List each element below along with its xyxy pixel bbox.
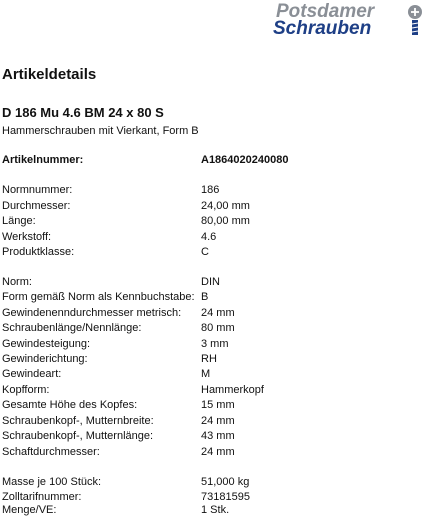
spec-row [2, 198, 432, 214]
spec-value: 3 mm [201, 338, 229, 350]
spec-value: 186 [201, 184, 220, 196]
spec-value: 73181595 [201, 491, 250, 503]
spec-row [2, 366, 432, 382]
spec-row [2, 229, 432, 245]
spec-label: Zolltarifnummer: [2, 491, 82, 503]
page-title: Artikeldetails [2, 66, 97, 83]
spec-row [2, 274, 432, 290]
spec-label: Form gemäß Norm als Kennbuchstabe: [2, 291, 195, 303]
spec-value: Hammerkopf [201, 384, 264, 396]
spec-value: 43 mm [201, 430, 235, 442]
spec-row [2, 444, 432, 460]
spec-label: Schaftdurchmesser: [2, 446, 100, 458]
spec-label: Menge/VE: [2, 504, 57, 516]
spec-row [2, 489, 432, 505]
spec-value: 80 mm [201, 322, 235, 334]
product-description: Hammerschrauben mit Vierkant, Form B [2, 125, 199, 137]
spec-row [2, 504, 432, 514]
spec-label: Masse je 100 Stück: [2, 476, 102, 488]
spec-value: 51,000 kg [201, 476, 250, 488]
spec-label: Schraubenkopf-, Mutternbreite: [2, 415, 154, 427]
spec-value: 24,00 mm [201, 200, 250, 212]
spec-value: M [201, 368, 211, 380]
spec-value: DIN [201, 276, 220, 288]
spec-value: B [201, 291, 209, 303]
spec-row [2, 351, 432, 367]
spec-label: Normnummer: [2, 184, 73, 196]
spec-value: RH [201, 353, 217, 365]
logo-line2: Schrauben [273, 18, 372, 39]
brand-logo [270, 0, 430, 40]
spec-row [2, 397, 432, 413]
spec-value: 24 mm [201, 415, 235, 427]
spec-row [2, 382, 432, 398]
product-name: D 186 Mu 4.6 BM 24 x 80 S [2, 105, 164, 120]
spec-row [2, 305, 432, 321]
spec-value: 24 mm [201, 446, 235, 458]
spec-row [2, 182, 432, 198]
spec-label: Werkstoff: [2, 231, 52, 243]
spec-value: 24 mm [201, 307, 235, 319]
spec-row [2, 289, 432, 305]
spec-row [2, 413, 432, 429]
spec-label: Schraubenlänge/Nennlänge: [2, 322, 142, 334]
spec-label: Kopfform: [2, 384, 50, 396]
spec-row [2, 213, 432, 229]
spec-label: Gesamte Höhe des Kopfes: [2, 399, 138, 411]
spec-label: Norm: [2, 276, 32, 288]
spec-label: Länge: [2, 215, 36, 227]
spec-label: Artikelnummer: [2, 154, 84, 166]
screw-icon [408, 5, 422, 35]
spec-value: 1 Stk. [201, 504, 230, 516]
spec-value: 4.6 [201, 231, 217, 243]
spec-label: Gewinderichtung: [2, 353, 88, 365]
article-number-row [2, 152, 432, 168]
spec-label: Gewindesteigung: [2, 338, 91, 350]
spec-label: Gewindeart: [2, 368, 62, 380]
spec-label: Schraubenkopf-, Mutternlänge: [2, 430, 154, 442]
spec-row [2, 474, 432, 490]
spec-label: Gewindenenndurchmesser metrisch: [2, 307, 182, 319]
brand-logo-graphic [270, 0, 430, 40]
spec-row [2, 320, 432, 336]
spec-label: Produktklasse: [2, 246, 75, 258]
spec-value: A1864020240080 [201, 154, 289, 166]
spec-label: Durchmesser: [2, 200, 71, 212]
logo-line1: Potsdamer [276, 1, 375, 22]
spec-row [2, 244, 432, 260]
spec-value: 15 mm [201, 399, 235, 411]
spec-value: 80,00 mm [201, 215, 250, 227]
spec-row [2, 336, 432, 352]
spec-value: C [201, 246, 209, 258]
spec-row [2, 428, 432, 444]
